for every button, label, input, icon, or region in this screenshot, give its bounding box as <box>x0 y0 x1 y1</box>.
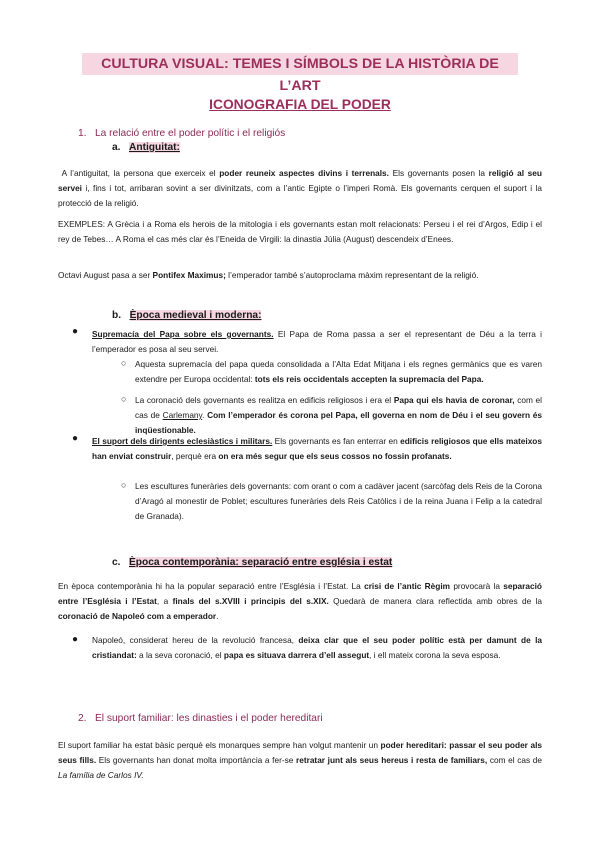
section-2-label: El suport familiar: les dinasties i el poder hereditari <box>95 713 323 724</box>
paragraph-examples: EXEMPLES: A Grècia i a Roma els herois de la mitologia i els governants estan molt relacionats: Perseu i el rei d’Argos, Edip i el rey de Tebes… A Roma el cas més clar és l’Eneida de Virgili: la dinastia Júlia (August) descendeix d’Enees. <box>58 219 542 244</box>
bullet-icon: ● <box>72 433 79 444</box>
paragraph-family-support: El suport familiar ha estat bàsic perquè els monarques sempre han volgut mantenir un poder hereditari: passar el seu poder als seus fills. Els governants han donat molta importància a fer-se retratar junt als seus hereus i resta de familiars, com el cas de La família de Carlos IV. <box>58 740 542 780</box>
sub-bullet-coronation: La coronació dels governants es realitza en edificis religiosos i era el Papa qui els havia de coronar, com el cas de Carlemany. Com l’emperador és corona pel Papa, ell governa en nom de Déu i el seu govern és inqüestionable. <box>135 395 542 435</box>
paragraph-antiquity: A l’antiguitat, la persona que exerceix el poder reuneix aspectes divins i terrenals. Els governants posen la religió al seu servei i, fins i tot, arribaran sovint a ser divinitzats, com a l’antic Egipte o l’imperi Romà. Els governants cerquen el suport i la protecció de la religió. <box>58 168 542 208</box>
subsection-a-heading <box>112 142 180 153</box>
section-1-heading <box>78 128 285 139</box>
title-highlight <box>82 53 518 94</box>
paragraph-octavi: Octavi August pasa a ser Pontifex Maximus; l’emperador també s’autoproclama màxim representant de la religió. <box>58 270 479 280</box>
subsection-b-number: b. <box>112 310 122 321</box>
subsection-c-label: Època contemporània: separació entre església i estat <box>129 557 393 568</box>
subsection-c-heading <box>112 557 392 568</box>
sub-bullet-funerary: Les escultures funeràries dels governants: com orant o com a cadàver jacent (sarcòfag dels Reis de la Corona d’Aragó al monestir de Poblet; escultures funeràries dels Reis Catòlics i de la reina Juana i Felip a la catedral de Granada). <box>135 481 542 521</box>
bullet-icon: ● <box>72 634 79 645</box>
bullet-papal-supremacy: Supremacía del Papa sobre els governants. El Papa de Roma passa a ser el representant de Déu a la terra i l’emperador es posa al seu servei. <box>92 329 542 354</box>
document-subtitle: ICONOGRAFIA DEL PODER <box>209 97 391 112</box>
sub-bullet-icon: ○ <box>121 358 127 368</box>
section-2-heading <box>78 713 323 724</box>
sub-bullet-icon: ○ <box>121 394 127 404</box>
subsection-c-number: c. <box>112 557 121 568</box>
bullet-ecclesiastical-support: El suport dels dirigents eclesiàstics i militars. Els governants es fan enterrar en edificis religiosos que ells mateixos han enviat construir, perquè era on era més segur que els seus cossos no fossin profanats. <box>92 436 542 461</box>
section-1-number: 1. <box>78 128 87 139</box>
section-1-label: La relació entre el poder polític i el religiós <box>95 128 286 139</box>
subsection-a-number: a. <box>112 142 121 153</box>
subsection-b-heading <box>112 310 261 321</box>
section-2-number: 2. <box>78 713 87 724</box>
paragraph-contemporary: En època contemporània hi ha la popular separació entre l’Església i l’Estat. La crisi de l’antic Règim provocarà la separació entre l’Església i l’Estat, a finals del s.XVIII i principis del s.XIX. Quedarà de manera clara reflectida amb obres de la coronació de Napoleó com a emperador. <box>58 581 543 621</box>
sub-bullet-consolidation: Aquesta supremacía del papa queda consolidada a l’Alta Edat Mitjana i els regnes germànics que es varen extendre per Europa occidental: tots els reis occidentals accepten la supremacía del Papa. <box>135 359 542 384</box>
subsection-a-label: Antiguitat: <box>129 142 180 153</box>
bullet-napoleon: Napoleó, considerat hereu de la revolució francesa, deixa clar que el seu poder polític està per damunt de la cristiandat: a la seva coronació, el papa es situava darrera d’ell assegut, i ell mateix corona la seva esposa. <box>92 635 542 660</box>
document-title: CULTURA VISUAL: TEMES I SÍMBOLS DE LA HISTÒRIA DE L’ART <box>101 56 499 94</box>
sub-bullet-icon: ○ <box>121 480 127 490</box>
subsection-b-label: Època medieval i moderna: <box>129 310 262 321</box>
bullet-icon: ● <box>72 326 79 337</box>
